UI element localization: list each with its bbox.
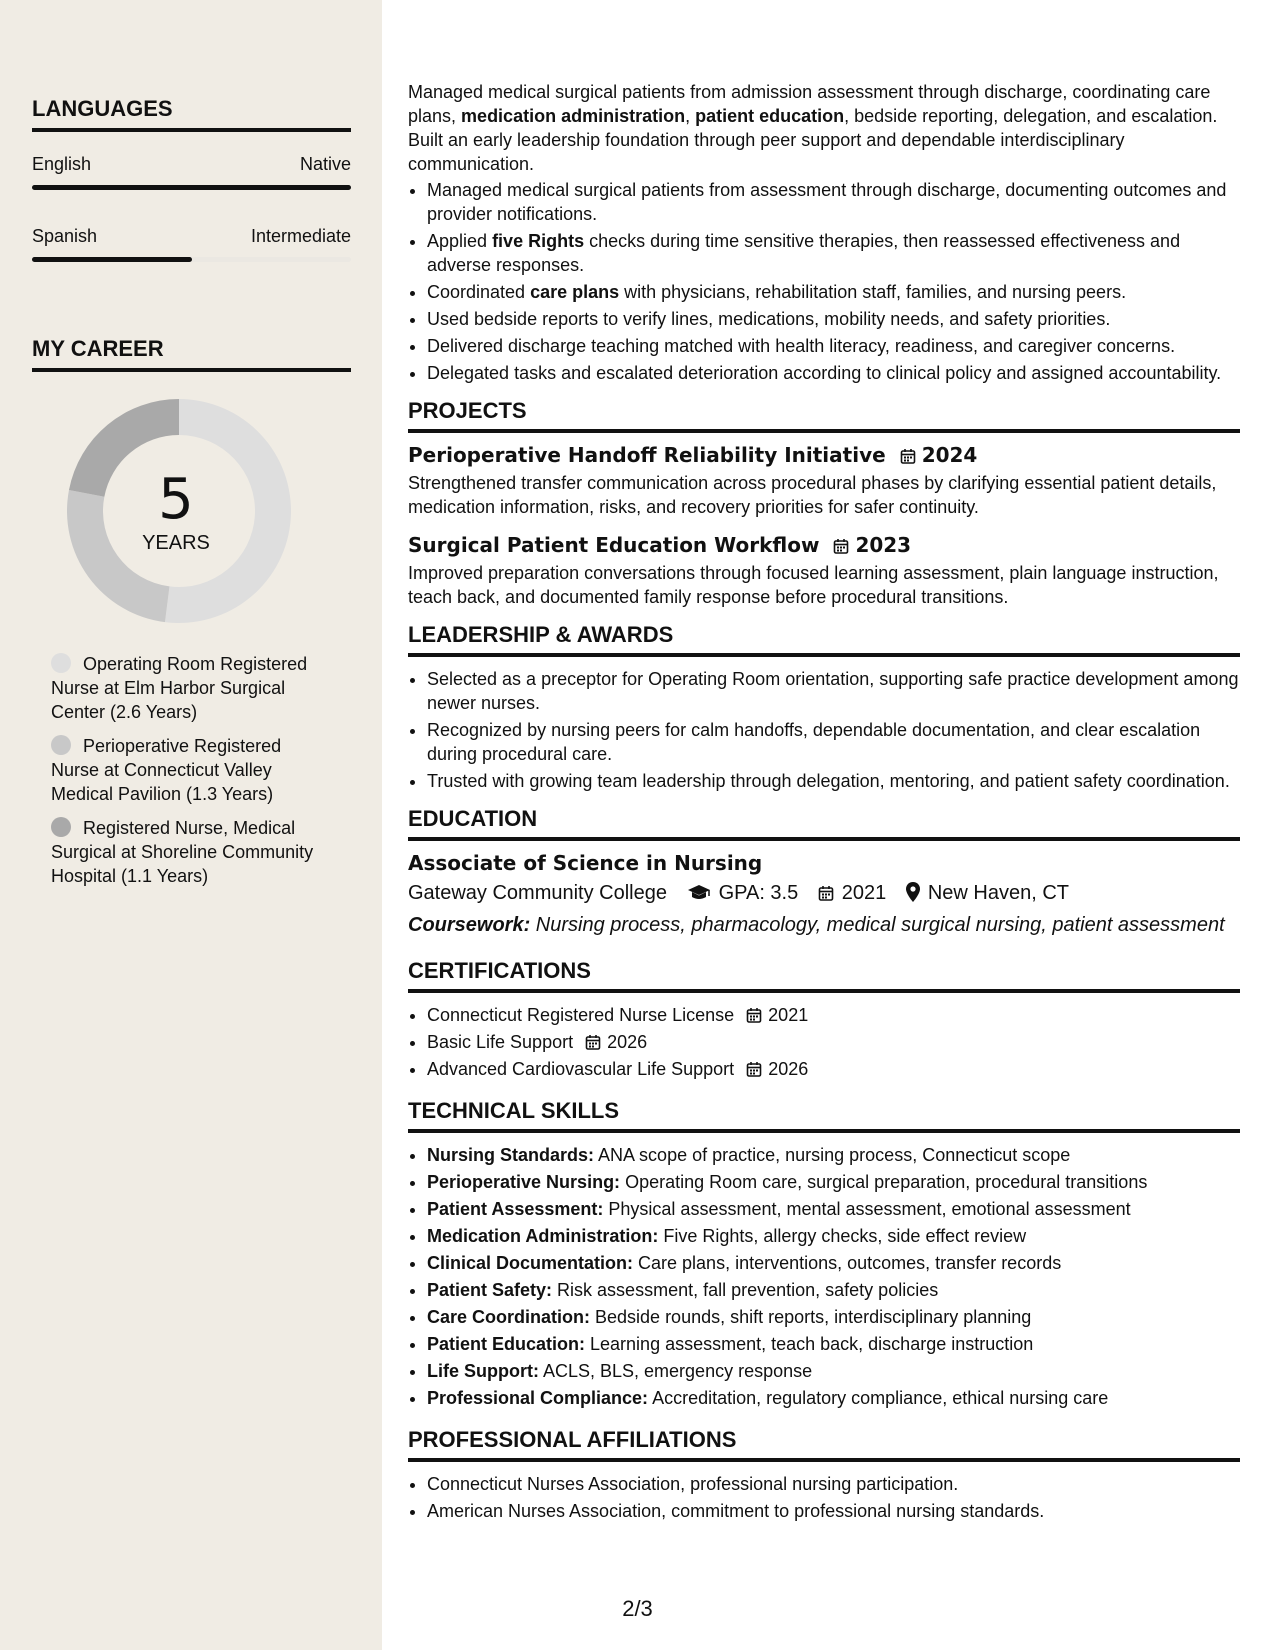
list-item: • Trusted with growing team leadership through delegation, mentoring, and patient safety coordination. bbox=[427, 769, 1240, 793]
intro-text: , bedside reporting, delegation, and escalation. Built an early leadership foundation through peer support and dependable interdisciplinary communication. bbox=[408, 106, 1218, 174]
languages-heading: LANGUAGES bbox=[32, 96, 351, 132]
skills-heading: TECHNICAL SKILLS bbox=[408, 1099, 1240, 1133]
list-item: • Connecticut Nurses Association, professional nursing participation. bbox=[427, 1472, 1240, 1496]
list-item: • Advanced Cardiovascular Life Support 2026 bbox=[427, 1057, 1240, 1081]
intro-bold: medication administration bbox=[461, 106, 686, 126]
list-item: • Managed medical surgical patients from assessment through discharge, documenting outcomes and provider notifications. bbox=[427, 178, 1240, 226]
certifications-list bbox=[408, 1003, 1240, 1081]
calendar-icon bbox=[746, 1007, 762, 1023]
project-description: Improved preparation conversations through focused learning assessment, plain language instruction, teach back, and documented family response before procedural transitions. bbox=[408, 563, 1219, 607]
list-item: • Care Coordination: Bedside rounds, shift reports, interdisciplinary planning bbox=[427, 1305, 1240, 1329]
affiliations-list bbox=[408, 1472, 1240, 1523]
career-donut bbox=[32, 398, 351, 638]
list-item: • Delivered discharge teaching matched with health literacy, readiness, and caregiver concerns. bbox=[427, 334, 1240, 358]
education-details bbox=[408, 881, 1240, 905]
sidebar bbox=[0, 0, 382, 1650]
list-item: • Connecticut Registered Nurse License 2021 bbox=[427, 1003, 1240, 1027]
list-item: • Coordinated care plans with physicians, rehabilitation staff, families, and nursing peers. bbox=[427, 280, 1240, 304]
project-title: Perioperative Handoff Reliability Initiative 2024 bbox=[408, 443, 978, 467]
location-pin-icon bbox=[906, 882, 920, 902]
career-list bbox=[32, 652, 322, 888]
language-bar bbox=[32, 185, 351, 190]
list-item: • Patient Education: Learning assessment, teach back, discharge instruction bbox=[427, 1332, 1240, 1356]
legend-dot bbox=[51, 653, 71, 673]
page-number: 2/3 bbox=[622, 1596, 653, 1621]
graduation-year: 2021 bbox=[841, 882, 887, 904]
coursework-text: Nursing process, pharmacology, medical surgical nursing, patient assessment bbox=[530, 914, 1225, 936]
language-bar-fill bbox=[32, 257, 192, 262]
career-section bbox=[32, 336, 351, 898]
list-item: • Professional Compliance: Accreditation, regulatory compliance, ethical nursing care bbox=[427, 1386, 1240, 1410]
leadership-heading: LEADERSHIP & AWARDS bbox=[408, 623, 1240, 657]
language-name: Spanish bbox=[32, 226, 98, 246]
intro-bullets bbox=[408, 178, 1240, 385]
language-row bbox=[32, 226, 351, 247]
graduation-cap-icon bbox=[687, 884, 711, 902]
calendar-icon bbox=[900, 448, 916, 464]
certifications-heading: CERTIFICATIONS bbox=[408, 959, 1240, 993]
education-location: New Haven, CT bbox=[927, 882, 1070, 904]
career-item-text: Perioperative Registered Nurse at Connecticut Valley Medical Pavilion (1.3 Years) bbox=[51, 736, 282, 804]
career-item-text: Operating Room Registered Nurse at Elm Harbor Surgical Center (2.6 Years) bbox=[51, 654, 308, 722]
list-item: • Medication Administration: Five Rights, allergy checks, side effect review bbox=[427, 1224, 1240, 1248]
list-item: • Applied five Rights checks during time sensitive therapies, then reassessed effectiveness and adverse responses. bbox=[427, 229, 1240, 277]
career-years-unit: YEARS bbox=[142, 532, 210, 554]
project-description: Strengthened transfer communication across procedural phases by clarifying essential patient details, medication information, risks, and recovery priorities for safer continuity. bbox=[408, 473, 1217, 517]
project-year: 2024 bbox=[921, 443, 978, 467]
list-item: • Patient Assessment: Physical assessment, mental assessment, emotional assessment bbox=[427, 1197, 1240, 1221]
list-item: • Used bedside reports to verify lines, medications, mobility needs, and safety priorities. bbox=[427, 307, 1240, 331]
calendar-icon bbox=[818, 885, 834, 901]
career-years-number: 5 bbox=[158, 467, 194, 532]
coursework bbox=[408, 913, 1240, 937]
legend-dot bbox=[51, 817, 71, 837]
language-level: Intermediate bbox=[250, 226, 351, 246]
list-item: • Patient Safety: Risk assessment, fall prevention, safety policies bbox=[427, 1278, 1240, 1302]
career-item bbox=[32, 816, 322, 888]
intro-paragraph bbox=[408, 80, 1240, 176]
language-level: Native bbox=[299, 154, 351, 174]
gpa: GPA: 3.5 bbox=[718, 882, 799, 904]
career-item bbox=[32, 652, 322, 724]
list-item: • Basic Life Support 2026 bbox=[427, 1030, 1240, 1054]
career-heading: MY CAREER bbox=[32, 336, 351, 372]
list-item: • American Nurses Association, commitment to professional nursing standards. bbox=[427, 1499, 1240, 1523]
career-item-text: Registered Nurse, Medical Surgical at Shoreline Community Hospital (1.1 Years) bbox=[51, 818, 314, 886]
list-item: • Selected as a preceptor for Operating Room orientation, supporting safe practice development among newer nurses. bbox=[427, 667, 1240, 715]
school-name: Gateway Community College bbox=[408, 882, 667, 904]
coursework-label: Coursework: bbox=[408, 914, 531, 936]
leadership-list bbox=[408, 667, 1240, 793]
list-item: • Perioperative Nursing: Operating Room care, surgical preparation, procedural transitions bbox=[427, 1170, 1240, 1194]
list-item: • Clinical Documentation: Care plans, interventions, outcomes, transfer records bbox=[427, 1251, 1240, 1275]
intro-text: , bbox=[685, 106, 696, 126]
language-bar bbox=[32, 257, 351, 262]
main-content bbox=[408, 80, 1240, 1526]
list-item: • Nursing Standards: ANA scope of practice, nursing process, Connecticut scope bbox=[427, 1143, 1240, 1167]
list-item: • Life Support: ACLS, BLS, emergency response bbox=[427, 1359, 1240, 1383]
legend-dot bbox=[51, 735, 71, 755]
language-bar-fill bbox=[32, 185, 351, 190]
skills-list bbox=[408, 1143, 1240, 1410]
career-item bbox=[32, 734, 322, 806]
calendar-icon bbox=[585, 1034, 601, 1050]
list-item: • Recognized by nursing peers for calm handoffs, dependable documentation, and clear escalation during procedural care. bbox=[427, 718, 1240, 766]
projects-heading: PROJECTS bbox=[408, 399, 1240, 433]
calendar-icon bbox=[833, 538, 849, 554]
language-name: English bbox=[32, 154, 92, 174]
project-year: 2023 bbox=[855, 533, 912, 557]
education-heading: EDUCATION bbox=[408, 807, 1240, 841]
affiliations-heading: PROFESSIONAL AFFILIATIONS bbox=[408, 1428, 1240, 1462]
intro-bold: patient education bbox=[695, 106, 845, 126]
project-title: Surgical Patient Education Workflow 2023 bbox=[408, 533, 912, 557]
languages-section bbox=[32, 96, 351, 262]
list-item: • Delegated tasks and escalated deterioration according to clinical policy and assigned accountability. bbox=[427, 361, 1240, 385]
calendar-icon bbox=[746, 1061, 762, 1077]
intro-text: Managed medical surgical patients from admission assessment through discharge, coordinating care plans, bbox=[408, 82, 1211, 126]
degree-title: Associate of Science in Nursing bbox=[408, 851, 763, 875]
language-row bbox=[32, 154, 351, 175]
